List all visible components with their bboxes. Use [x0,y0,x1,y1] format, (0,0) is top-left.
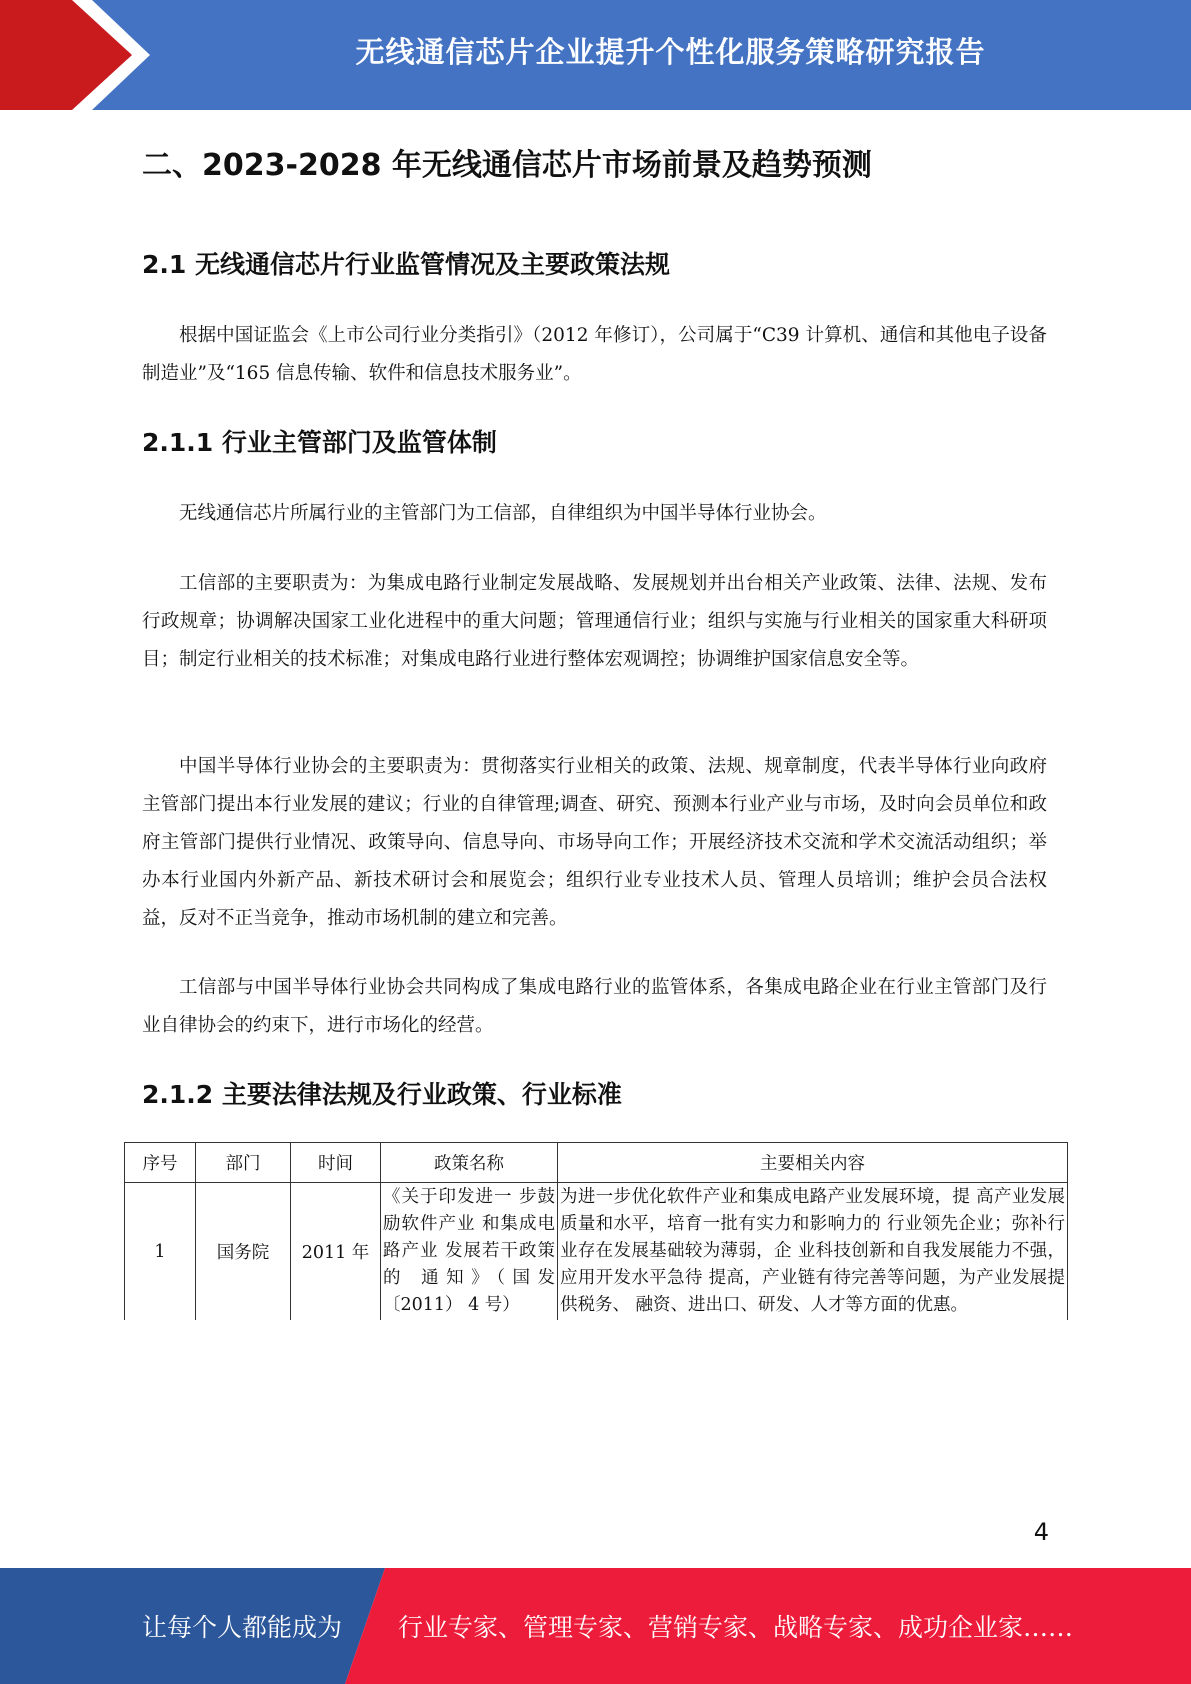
table-row [125,1183,1068,1321]
subsection-heading-2-1-2: 2.1.2 主要法律法规及行业政策、行业标准 [142,1080,622,1109]
page-number: 4 [1033,1518,1049,1546]
cell-policy-name: 《关于印发进一 步鼓励软件产业 和集成电路产业 发展若干政策的 通知》（国发〔2011） 4 号） [381,1183,558,1321]
paragraph-regulatory-system: 工信部与中国半导体行业协会共同构成了集成电路行业的监管体系，各集成电路企业在行业主管部门及行业自律协会的约束下，进行市场化的经营。 [142,977,1047,1036]
column-header-content: 主要相关内容 [558,1143,1068,1183]
paragraph-authority: 无线通信芯片所属行业的主管部门为工信部，自律组织为中国半导体行业协会。 [179,503,827,524]
cell-time: 2011 年 [291,1183,381,1321]
column-header-time: 时间 [291,1143,381,1183]
section-heading: 二、2023-2028 年无线通信芯片市场前景及趋势预测 [142,148,872,183]
column-header-dept: 部门 [196,1143,291,1183]
cell-dept: 国务院 [196,1183,291,1321]
paragraph-industry-classification: 根据中国证监会《上市公司行业分类指引》（2012 年修订），公司属于“C39 计算机、通信和其他电子设备制造业”及“165 信息传输、软件和信息技术服务业”。 [142,325,1047,384]
column-header-policy-name: 政策名称 [381,1143,558,1183]
report-title: 无线通信芯片企业提升个性化服务策略研究报告 [355,34,986,69]
footer-slogan-right: 行业专家、管理专家、营销专家、战略专家、成功企业家…… [398,1613,1074,1642]
footer-slogan-left: 让每个人都能成为 [142,1613,343,1642]
cell-no: 1 [125,1183,196,1321]
subsection-heading-2-1: 2.1 无线通信芯片行业监管情况及主要政策法规 [142,250,670,279]
policy-table [124,1142,1068,1320]
table-header-row [125,1143,1068,1183]
page-footer [0,1568,1191,1684]
paragraph-csia-duties: 中国半导体行业协会的主要职责为：贯彻落实行业相关的政策、法规、规章制度，代表半导体行业向政府主管部门提出本行业发展的建议；行业的自律管理;调查、研究、预测本行业产业与市场，及时向会员单位和政府主管部门提供行业情况、政策导向、信息导向、市场导向工作；开展经济技术交流和学术交流活动组织；举办本行业国内外新产品、新技术研讨会和展览会；组织行业专业技术人员、管理人员培训；维护会员合法权益，反对不正当竞争，推动市场机制的建立和完善。 [142,756,1047,929]
column-header-no: 序号 [125,1143,196,1183]
paragraph-miit-duties: 工信部的主要职责为：为集成电路行业制定发展战略、发展规划并出台相关产业政策、法律、法规、发布行政规章；协调解决国家工业化进程中的重大问题；管理通信行业；组织与实施与行业相关的国家重大科研项目；制定行业相关的技术标准；对集成电路行业进行整体宏观调控；协调维护国家信息安全等。 [142,573,1047,670]
page-header [0,0,1191,110]
subsection-heading-2-1-1: 2.1.1 行业主管部门及监管体制 [142,428,497,457]
cell-content: 为进一步优化软件产业和集成电路产业发展环境，提 高产业发展质量和水平，培育一批有实力和影响力的 行业领先企业；弥补行业存在发展基础较为薄弱，企 业科技创新和自我发展能力不强，应用开发水平急待 提高，产业链有待完善等问题，为产业发展提供税务、 融资、进出口、研发、人才等方面的优惠。 [558,1183,1068,1321]
header-arrow-graphic [0,0,160,110]
